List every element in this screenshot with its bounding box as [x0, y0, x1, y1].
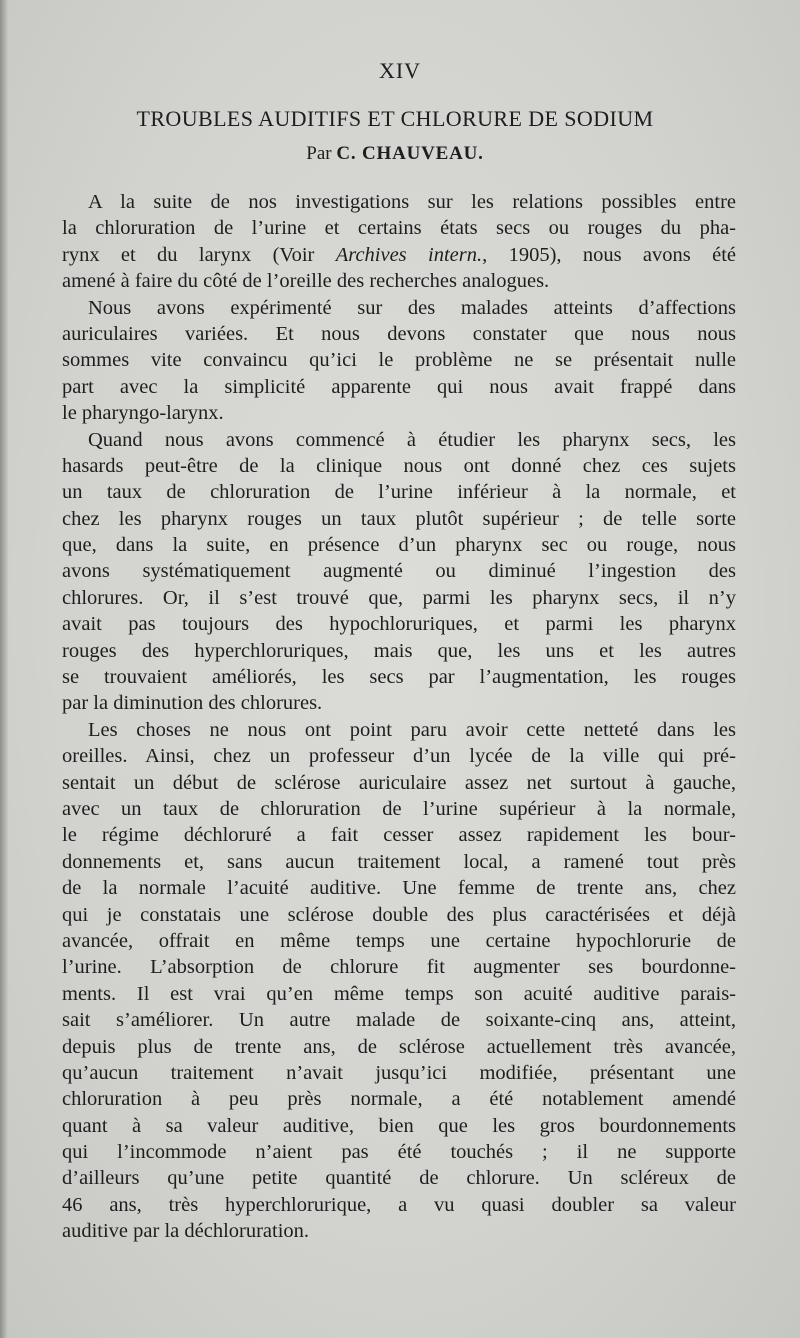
- text-line: le régime déchloruré a fait cesser assez rapidement les bour-: [62, 824, 736, 847]
- text-line: un taux de chloruration de l’urine inférieur à la normale, et: [62, 481, 736, 504]
- paragraph-1: [62, 189, 736, 295]
- text-line: part avec la simplicité apparente qui nous avait frappé dans: [62, 375, 736, 398]
- text-line: avait pas toujours des hypochloruriques, et parmi les pharynx: [62, 613, 736, 636]
- text-line: Quand nous avons commencé à étudier les pharynx secs, les: [88, 428, 736, 451]
- text-line: oreilles. Ainsi, chez un professeur d’un lycée de la ville qui pré-: [62, 745, 736, 768]
- text-line: hasards peut-être de la clinique nous ont donné chez ces sujets: [62, 454, 736, 477]
- text-line: Les choses ne nous ont point paru avoir cette netteté dans les: [88, 718, 736, 741]
- text-line: quant à sa valeur auditive, bien que les gros bourdonnements: [62, 1114, 736, 1137]
- text-line-with-reference: [62, 242, 736, 268]
- journal-reference: Archives intern.: [335, 243, 483, 266]
- paragraph-2: [62, 295, 736, 427]
- text-line: avancée, offrait en même temps une certaine hypochlorurie de: [62, 929, 736, 952]
- text-line: avec un taux de chloruration de l’urine supérieur à la normale,: [62, 797, 736, 820]
- text-line: depuis plus de trente ans, de sclérose actuellement très avancée,: [62, 1035, 736, 1058]
- text-line: le pharyngo-larynx.: [62, 402, 224, 425]
- reference-year: , 1905),: [482, 243, 562, 266]
- text-line: amené à faire du côté de l’oreille des recherches analogues.: [62, 270, 550, 293]
- text-line: qui l’incommode n’aient pas été touchés ; il ne supporte: [62, 1141, 736, 1164]
- text-line: par la diminution des chlorures.: [62, 692, 323, 715]
- text-fragment: rynx et du larynx (Voir: [62, 243, 336, 266]
- text-line: avons systématiquement augmenté ou diminué l’ingestion des: [62, 560, 736, 583]
- text-line: l’urine. L’absorption de chlorure fit augmenter ses bourdonne-: [62, 956, 736, 979]
- text-line: que, dans la suite, en présence d’un pharynx sec ou rouge, nous: [62, 534, 736, 557]
- article-body: [62, 189, 736, 1245]
- text-line: rouges des hyperchloruriques, mais que, les uns et les autres: [62, 639, 736, 662]
- text-line: donnements et, sans aucun traitement local, a ramené tout près: [62, 850, 736, 873]
- text-line: chez les pharynx rouges un taux plutôt supérieur ; de telle sorte: [62, 507, 736, 530]
- text-line: A la suite de nos investigations sur les relations possibles entre: [88, 191, 736, 213]
- text-line: qui je constatais une sclérose double des plus caractérisées et déjà: [62, 903, 736, 926]
- byline-prefix: Par: [306, 143, 332, 164]
- text-line: sentait un début de sclérose auriculaire assez net surtout à gauche,: [62, 771, 736, 794]
- chapter-number: XIV: [378, 58, 422, 83]
- paragraph-4: [62, 717, 736, 1245]
- text-line: de la normale l’acuité auditive. Une femme de trente ans, chez: [62, 877, 736, 900]
- text-line: ments. Il est vrai qu’en même temps son acuité auditive parais-: [62, 982, 736, 1005]
- author-name: C. CHAUVEAU.: [336, 143, 484, 164]
- text-line: la chloruration de l’urine et certains états secs ou rouges du pha-: [62, 217, 736, 240]
- text-line: auditive par la déchloruration.: [62, 1220, 310, 1243]
- chapter-title: TROUBLES AUDITIFS ET CHLORURE DE SODIUM: [136, 106, 654, 131]
- text-line: chloruration à peu près normale, a été notablement amendé: [62, 1088, 736, 1111]
- text-line: auriculaires variées. Et nous devons constater que nous nous: [62, 322, 736, 345]
- text-line: sait s’améliorer. Un autre malade de soixante-cinq ans, atteint,: [62, 1009, 736, 1032]
- text-line: qu’aucun traitement n’avait jusqu’ici modifiée, présentant une: [62, 1061, 736, 1084]
- text-line: chlorures. Or, il s’est trouvé que, parmi les pharynx secs, il n’y: [62, 586, 736, 609]
- text-fragment: nous avons été: [561, 243, 736, 266]
- text-line: Nous avons expérimenté sur des malades atteints d’affections: [88, 296, 736, 319]
- text-line: d’ailleurs qu’une petite quantité de chlorure. Un scléreux de: [62, 1167, 736, 1190]
- text-line: se trouvaient améliorés, les secs par l’augmentation, les rouges: [62, 666, 736, 689]
- text-line: sommes vite convaincu qu’ici le problème ne se présentait nulle: [62, 349, 736, 372]
- paragraph-3: [62, 427, 736, 717]
- byline: [0, 143, 790, 165]
- page-edge-shadow: [0, 0, 8, 1338]
- text-line: 46 ans, très hyperchlorurique, a vu quasi doubler sa valeur: [62, 1193, 736, 1216]
